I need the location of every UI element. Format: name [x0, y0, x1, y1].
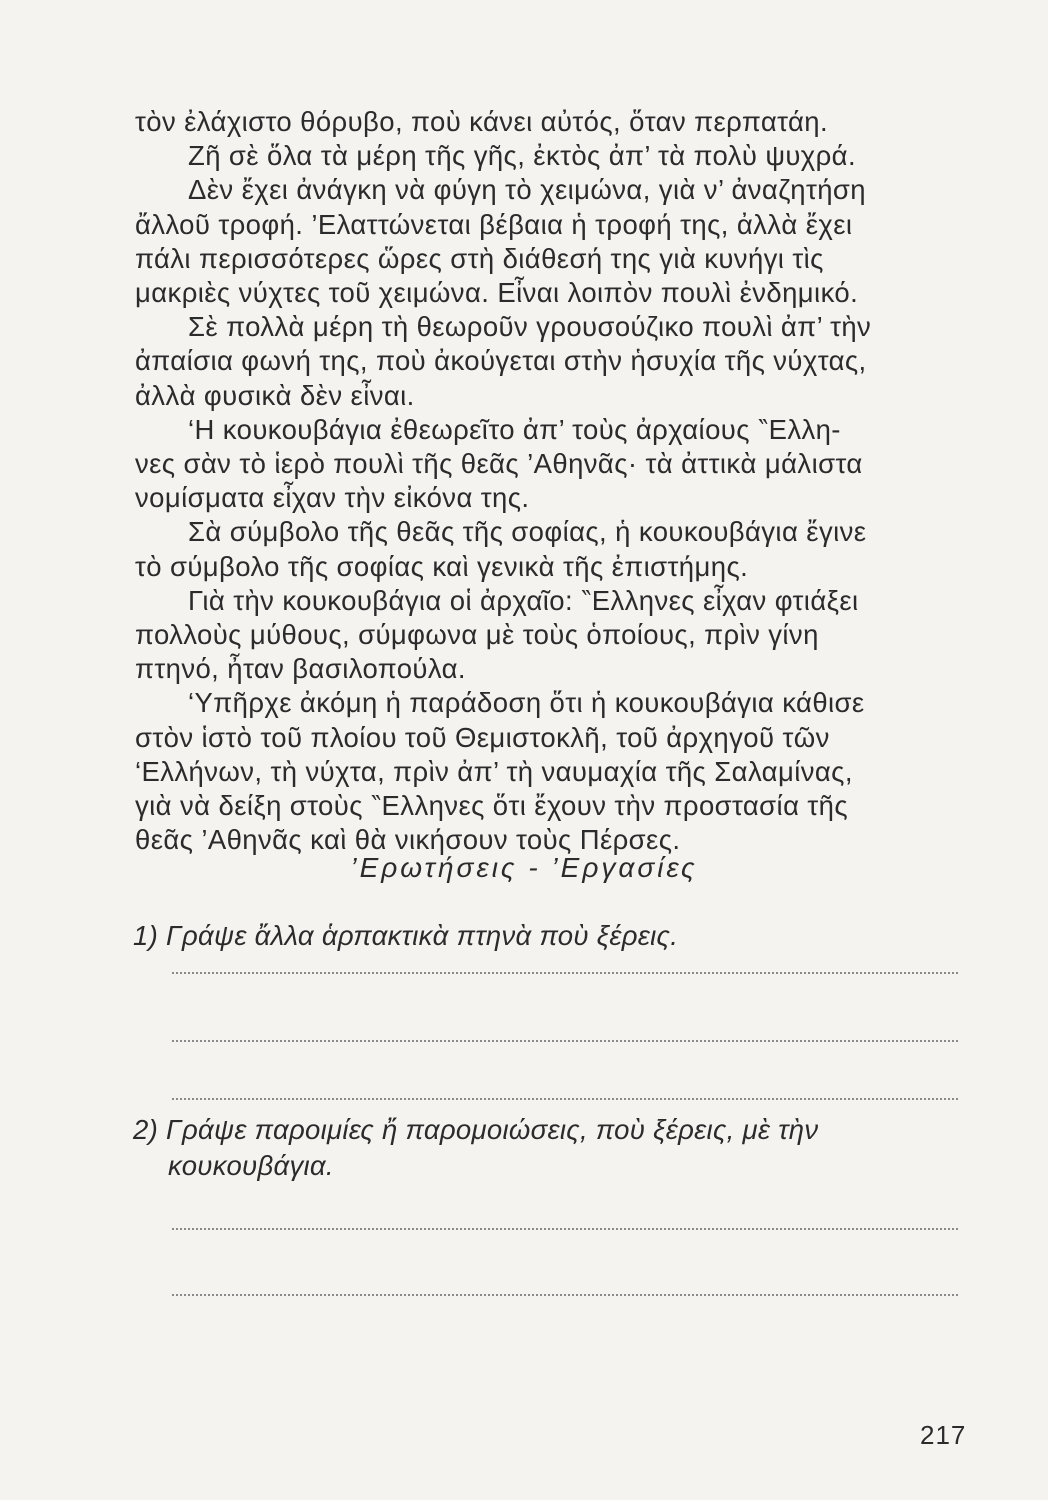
- question-2: 2) Γράψε παροιμίες ἤ παρομοιώσεις, ποὺ ξέρεις, μὲ τὴν: [133, 1114, 819, 1145]
- text-line: πάλι περισσότερες ὥρες στὴ διάθεσή της γιὰ κυνήγι τὶς: [135, 242, 824, 274]
- text-line: ‘Η κουκουβάγια ἐθεωρεῖτο ἀπ’ τοὺς ἀρχαίους ‶Ελλη-: [188, 413, 841, 445]
- question-1: 1) Γράψε ἄλλα ἁρπακτικὰ πτηνὰ ποὺ ξέρεις.: [133, 920, 679, 951]
- text-line: ‘Υπῆρχε ἀκόμη ἡ παράδοση ὅτι ἡ κουκουβάγια κάθισε: [188, 687, 865, 719]
- text-line: τὸ σύμβολο τῆς σοφίας καὶ γενικὰ τῆς ἐπιστήμης.: [135, 550, 749, 582]
- text-line: πτηνό, ἦταν βασιλοπούλα.: [135, 653, 466, 685]
- text-line: μακριὲς νύχτες τοῦ χειμώνα. Εἶναι λοιπὸν πουλὶ ἐνδημικό.: [135, 277, 859, 308]
- text-line: στὸν ἱστὸ τοῦ πλοίου τοῦ Θεμιστοκλῆ, τοῦ ἀρχηγοῦ τῶν: [135, 721, 830, 753]
- text-line: Σὲ πολλὰ μέρη τὴ θεωροῦν γρουσούζικο πουλὶ ἀπ’ τὴν: [188, 311, 872, 343]
- text-line: Γιὰ τὴν κουκουβάγια οἱ ἀρχαῖο: ‶Ελληνες εἶχαν φτιάξει: [188, 584, 859, 616]
- text-line: Σὰ σύμβολο τῆς θεᾶς τῆς σοφίας, ἡ κουκουβάγια ἔγινε: [188, 516, 867, 548]
- text-line: Ζῆ σὲ ὅλα τὰ μέρη τῆς γῆς, ἐκτὸς ἀπ’ τὰ πολὺ ψυχρά.: [188, 140, 856, 172]
- text-line: τὸν ἐλάχιστο θόρυβο, ποὺ κάνει αὐτός, ὅταν περπατάη.: [135, 106, 829, 137]
- answer-line[interactable]: [172, 1228, 958, 1230]
- answer-line[interactable]: [172, 1098, 958, 1100]
- answer-line[interactable]: [172, 1040, 958, 1042]
- question-2-continued: κουκουβάγια.: [168, 1150, 334, 1181]
- text-line: νες σὰν τὸ ἱερὸ πουλὶ τῆς θεᾶς ’Αθηνᾶς· τὰ ἀττικὰ μάλιστα: [135, 448, 863, 479]
- text-line: πολλοὺς μύθους, σύμφωνα μὲ τοὺς ὁποίους, πρὶν γίνη: [135, 619, 819, 650]
- answer-line[interactable]: [172, 972, 958, 974]
- text-line: θεᾶς ’Αθηνᾶς καὶ θὰ νικήσουν τοὺς Πέρσες.: [135, 824, 681, 856]
- text-line: γιὰ νὰ δείξη στοὺς ‶Ελληνες ὅτι ἔχουν τὴν προστασία τῆς: [135, 790, 849, 821]
- text-line: νομίσματα εἶχαν τὴν εἰκόνα της.: [135, 482, 530, 514]
- text-line: Δὲν ἔχει ἀνάγκη νὰ φύγη τὸ χειμώνα, γιὰ ν’ ἀναζητήση: [188, 174, 866, 206]
- answer-line[interactable]: [172, 1294, 958, 1296]
- text-line: ‘Ελλήνων, τὴ νύχτα, πρὶν ἀπ’ τὴ ναυμαχία τῆς Σαλαμίνας,: [135, 755, 853, 787]
- text-line: ἀλλὰ φυσικὰ δὲν εἶναι.: [135, 379, 415, 411]
- page-number: 217: [920, 1420, 967, 1450]
- text-line: ἄλλοῦ τροφή. ’Ελαττώνεται βέβαια ἡ τροφή της, ἀλλὰ ἔχει: [135, 208, 853, 240]
- section-heading: ’Ερωτήσεις - ’Εργασίες: [350, 852, 698, 883]
- text-line: ἀπαίσια φωνή της, ποὺ ἀκούγεται στὴν ἡσυχία τῆς νύχτας,: [135, 345, 867, 377]
